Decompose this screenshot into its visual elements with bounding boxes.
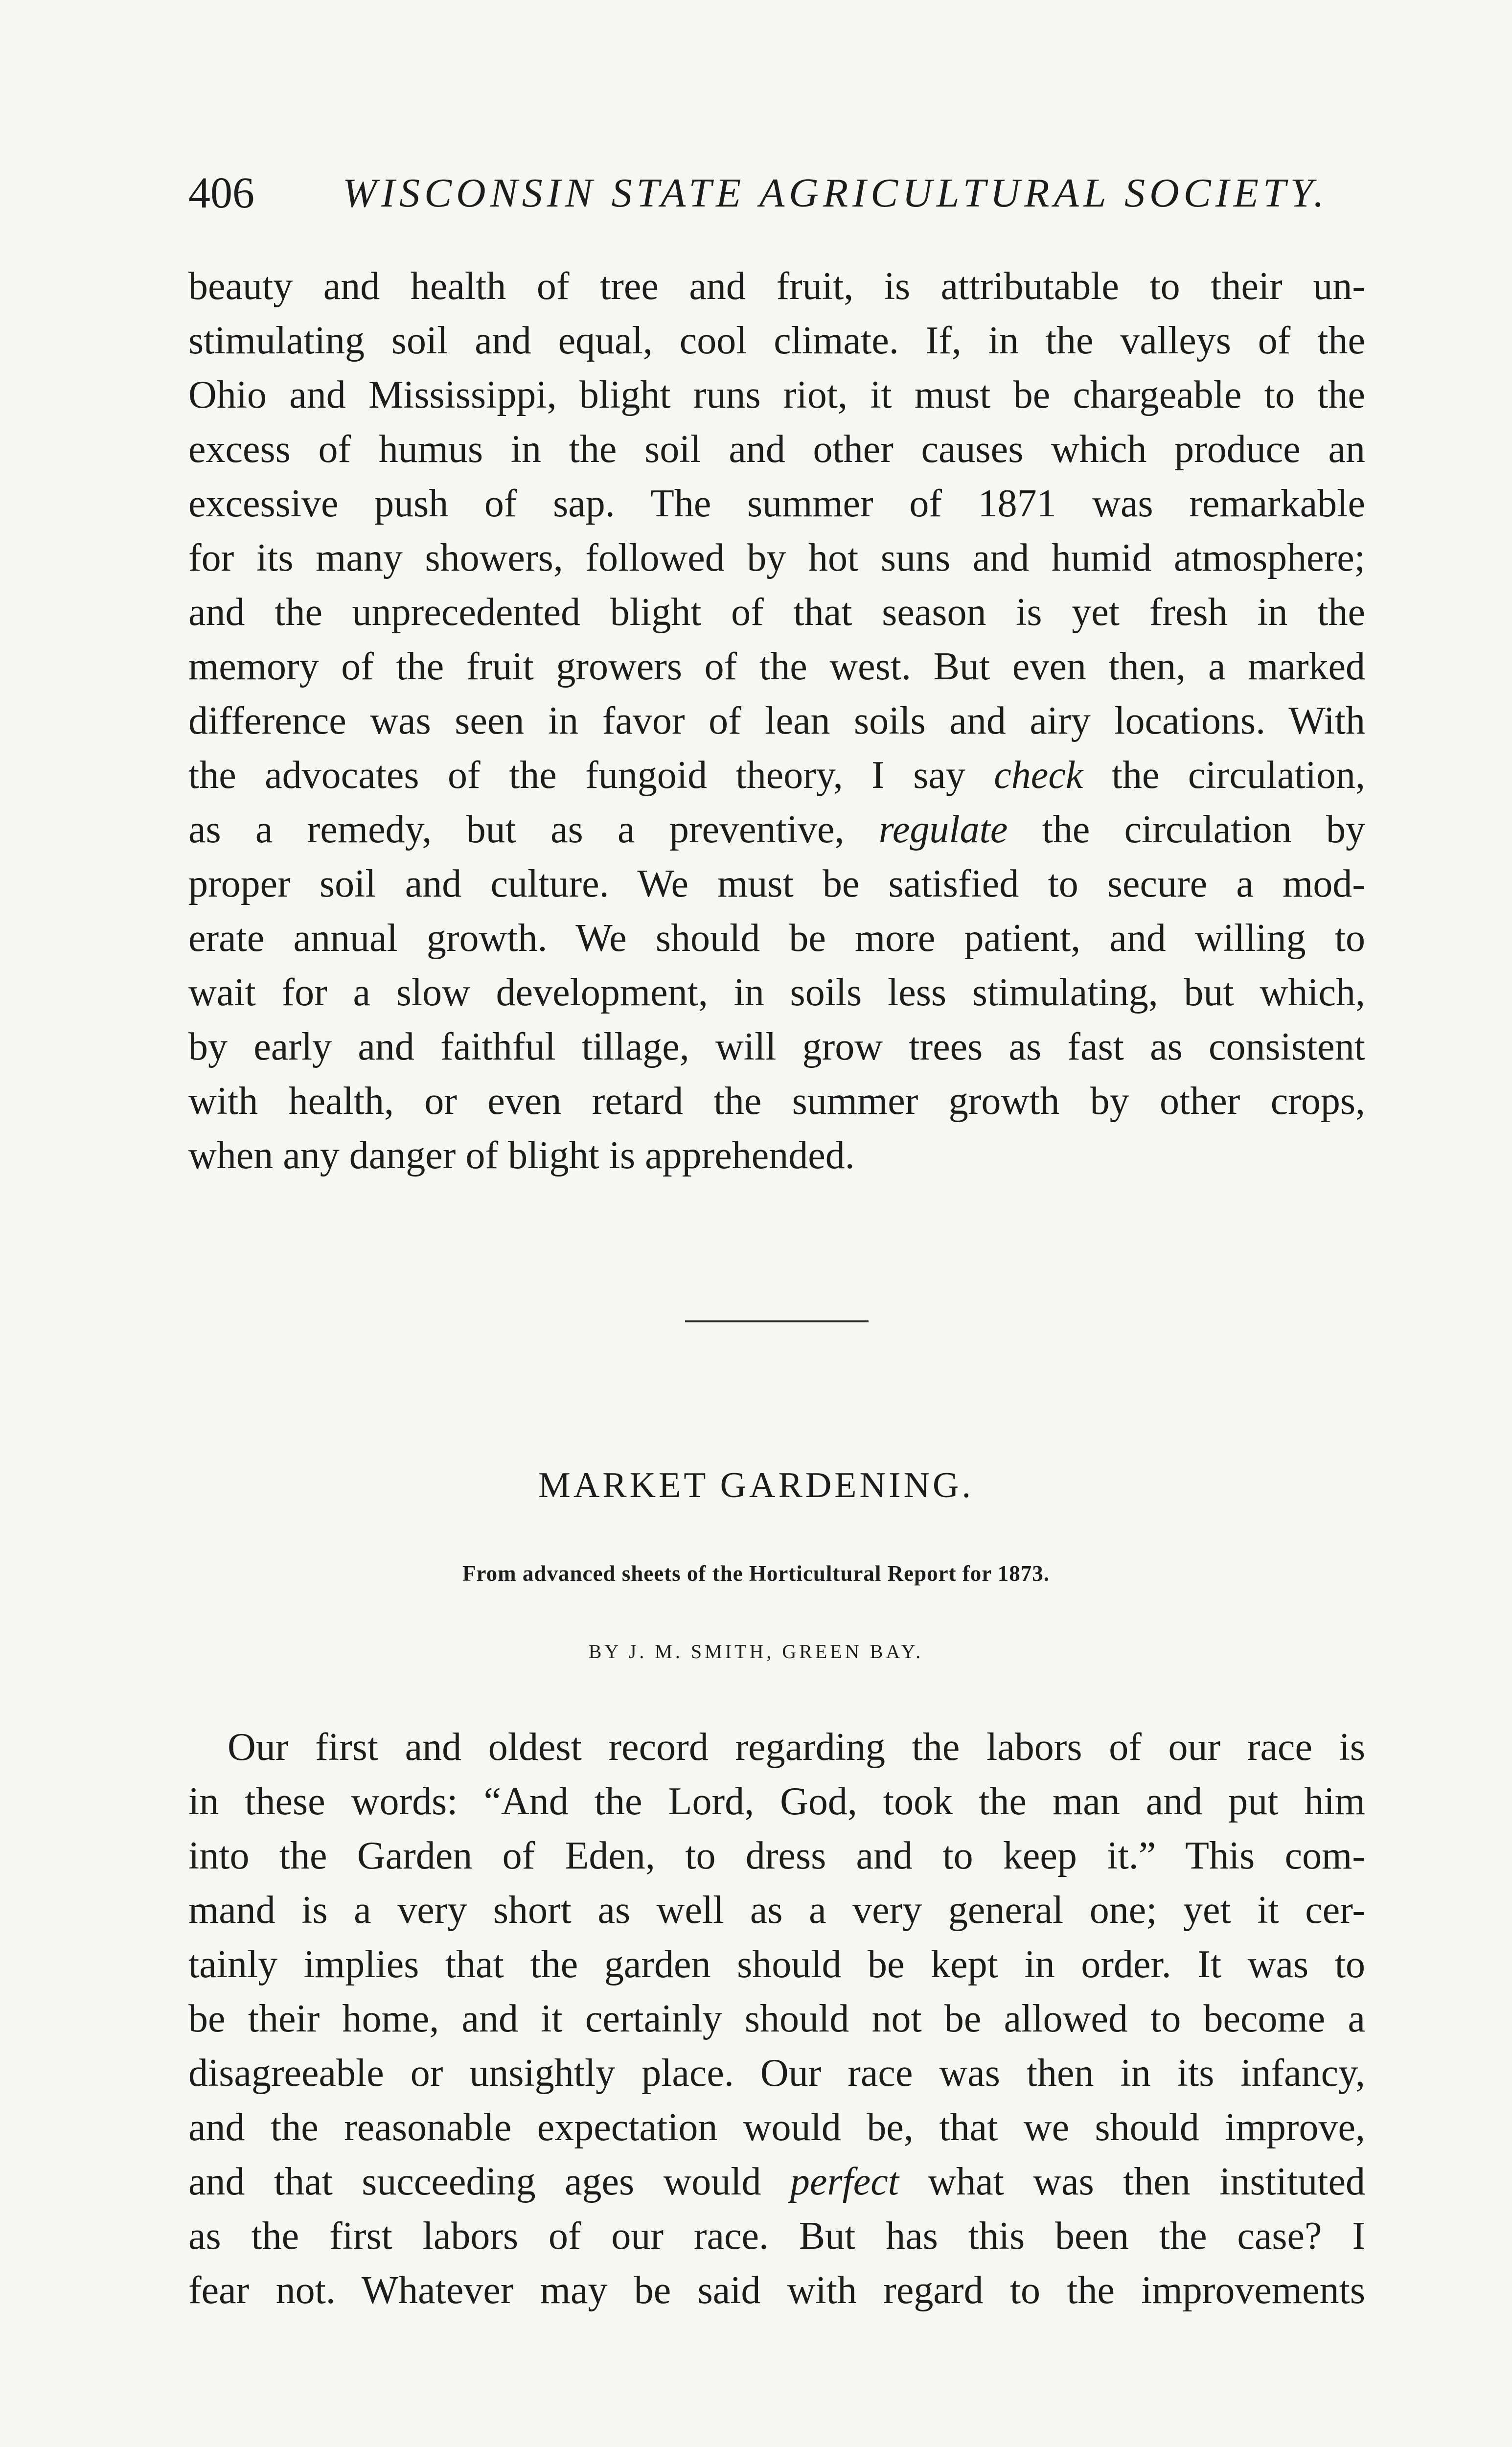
text-line: when any danger of blight is apprehended.: [188, 1134, 855, 1177]
text-line: excess of humus in the soil and other causes which produce an: [188, 428, 1365, 471]
text-line: Ohio and Mississippi, blight runs riot, it must be chargeable to the: [188, 373, 1365, 416]
text-line: with health, or even retard the summer growth by other crops,: [188, 1080, 1365, 1123]
paragraph-blight: [188, 259, 1365, 1183]
text-line: tainly implies that the garden should be kept in order. It was to: [188, 1943, 1365, 1986]
text-line: for its many showers, followed by hot suns and humid atmosphere;: [188, 536, 1365, 579]
text-line: stimulating soil and equal, cool climate. If, in the valleys of the: [188, 319, 1365, 362]
section-byline: BY J. M. SMITH, GREEN BAY.: [588, 1640, 924, 1662]
paragraph-market-gardening: [188, 1720, 1365, 2318]
text-line: by early and faithful tillage, will grow trees as fast as consistent: [188, 1025, 1365, 1068]
section-subtitle: From advanced sheets of the Horticultural Report for 1873.: [462, 1561, 1050, 1586]
text-line: and the reasonable expectation would be, that we should improve,: [188, 2106, 1365, 2149]
text-line: beauty and health of tree and fruit, is attributable to their un-: [188, 265, 1365, 308]
text-line: excessive push of sap. The summer of 1871 was remarkable: [188, 482, 1365, 525]
section-divider: [685, 1320, 869, 1322]
section-title: MARKET GARDENING.: [538, 1465, 974, 1505]
running-title: WISCONSIN STATE AGRICULTURAL SOCIETY.: [343, 170, 1329, 216]
text-line: fear not. Whatever may be said with regard to the improvements: [188, 2269, 1365, 2312]
text-line: the advocates of the fungoid theory, I say check the circulation,: [188, 754, 1365, 797]
italic-word: regulate: [878, 808, 1008, 851]
text-line: mand is a very short as well as a very general one; yet it cer-: [188, 1889, 1365, 1932]
italic-word: perfect: [790, 2160, 899, 2203]
page-number: 406: [188, 169, 254, 217]
text-line: as the first labors of our race. But has this been the case? I: [188, 2215, 1365, 2258]
text-line: and that succeeding ages would perfect what was then instituted: [188, 2160, 1365, 2203]
text-line: proper soil and culture. We must be satisfied to secure a mod-: [188, 862, 1365, 905]
text-line: difference was seen in favor of lean soils and airy locations. With: [188, 699, 1365, 742]
text-line: memory of the fruit growers of the west. But even then, a marked: [188, 645, 1365, 688]
text-line: Our first and oldest record regarding the labors of our race is: [228, 1726, 1365, 1769]
italic-word: check: [994, 754, 1083, 797]
text-line: disagreeable or unsightly place. Our race was then in its infancy,: [188, 2052, 1365, 2095]
text-line: wait for a slow development, in soils less stimulating, but which,: [188, 971, 1365, 1014]
text-line: erate annual growth. We should be more patient, and willing to: [188, 917, 1365, 960]
running-head: [188, 164, 1377, 223]
text-line: as a remedy, but as a preventive, regulate the circulation by: [188, 808, 1365, 851]
text-line: into the Garden of Eden, to dress and to keep it.” This com-: [188, 1834, 1365, 1877]
text-line: in these words: “And the Lord, God, took the man and put him: [188, 1780, 1365, 1823]
text-line: be their home, and it certainly should not be allowed to become a: [188, 1997, 1365, 2040]
text-line: and the unprecedented blight of that season is yet fresh in the: [188, 591, 1365, 634]
